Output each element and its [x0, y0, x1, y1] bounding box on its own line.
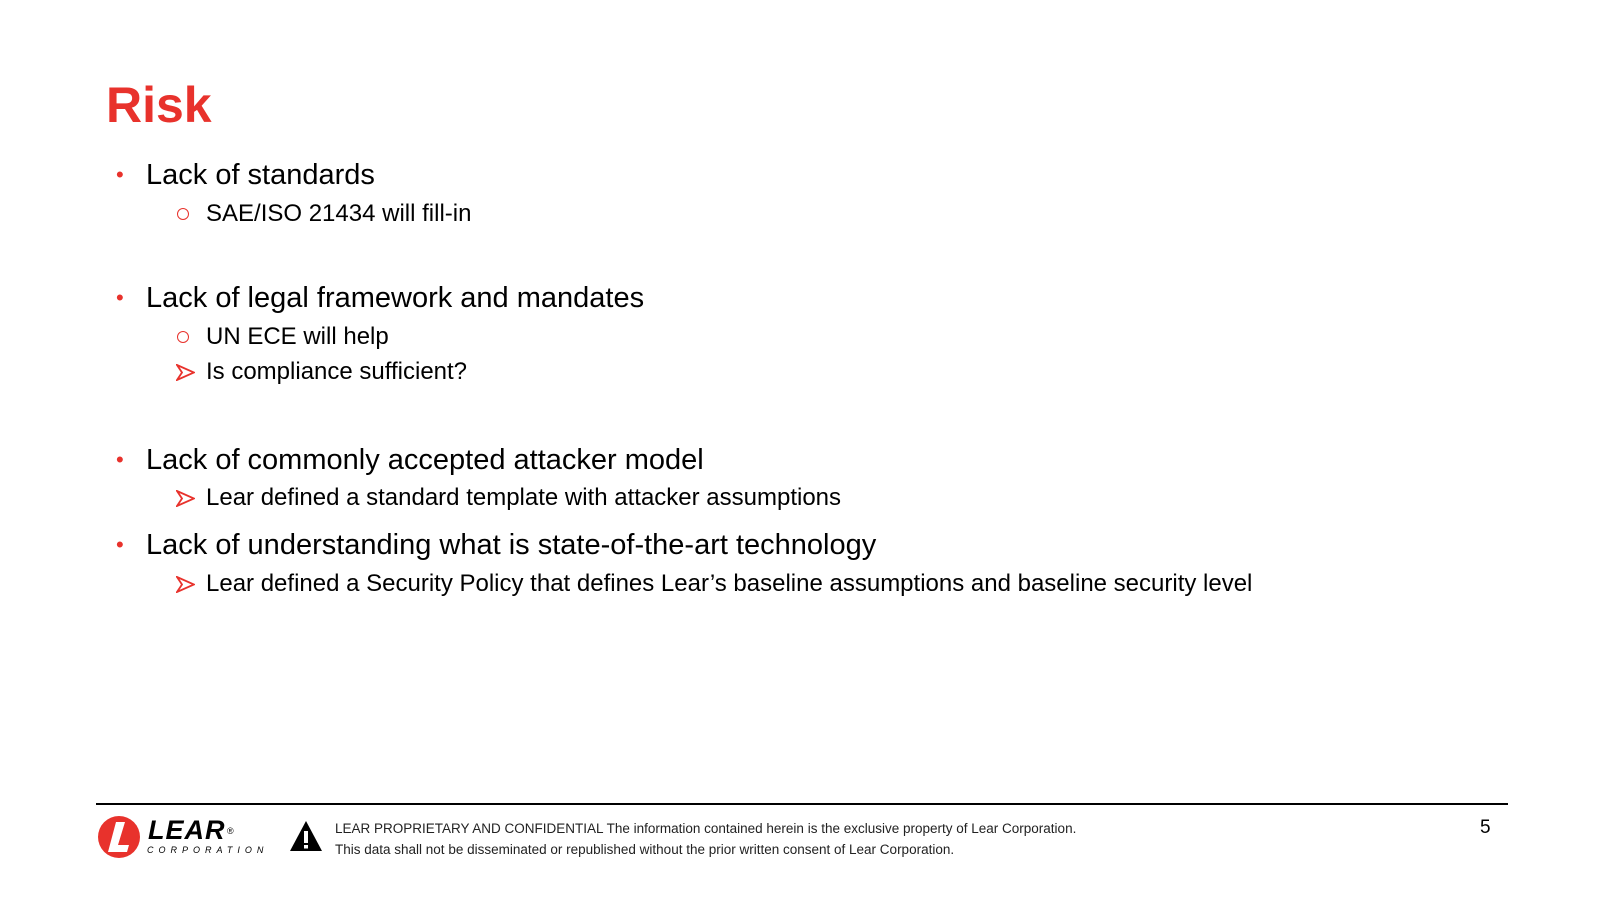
arrow-bullet-icon [176, 364, 206, 381]
bullet-dot-icon: • [116, 285, 124, 310]
bullet-text: Lack of legal framework and mandates [146, 282, 645, 314]
confidential-notice [335, 818, 1076, 860]
sub-bullet-text: Lear defined a Security Policy that defines Lear’s baseline assumptions and baseline security level [206, 570, 1253, 597]
page-number: 5 [1480, 817, 1491, 838]
bullet-item-state-of-the-art [116, 527, 876, 563]
warning-triangle-icon [289, 820, 323, 852]
sub-bullet-text: Is compliance sufficient? [206, 358, 468, 385]
bullet-text: Lack of understanding what is state-of-the-art technology [146, 529, 877, 561]
sub-bullet-text: SAE/ISO 21434 will fill-in [206, 200, 472, 227]
lear-logo [96, 812, 269, 860]
sub-bullet-text: UN ECE will help [206, 323, 389, 350]
circle-bullet-icon [176, 208, 206, 220]
sub-bullet-text: Lear defined a standard template with attacker assumptions [206, 484, 842, 511]
registered-mark: ® [227, 826, 234, 836]
sub-bullet-item [176, 568, 1252, 600]
circle-bullet-icon [176, 331, 206, 343]
sub-bullet-item [176, 482, 841, 514]
confidential-line-1: LEAR PROPRIETARY AND CONFIDENTIAL The information contained herein is the exclusive property of Lear Corporation. [335, 821, 1077, 836]
lear-logo-icon [96, 814, 142, 860]
bullet-dot-icon: • [116, 532, 124, 557]
bullet-dot-icon: • [116, 447, 124, 472]
sub-bullet-item [176, 198, 471, 230]
bullet-item-attacker-model [116, 442, 704, 478]
bullet-item-standards [116, 157, 375, 193]
logo-subtext: CORPORATION [147, 845, 269, 855]
slide-title: Risk [106, 77, 212, 133]
bullet-text: Lack of standards [146, 159, 375, 191]
arrow-bullet-icon [176, 490, 206, 507]
sub-bullet-item [176, 321, 389, 353]
sub-bullet-item [176, 356, 467, 388]
bullet-item-legal-framework [116, 280, 644, 316]
arrow-bullet-icon [176, 576, 206, 593]
bullet-text: Lack of commonly accepted attacker model [146, 444, 704, 476]
footer-divider [96, 803, 1508, 805]
logo-wordmark: LEAR [148, 815, 226, 845]
confidential-line-2: This data shall not be disseminated or republished without the prior written consent of Lear Corporation. [335, 842, 955, 857]
bullet-dot-icon: • [116, 162, 124, 187]
